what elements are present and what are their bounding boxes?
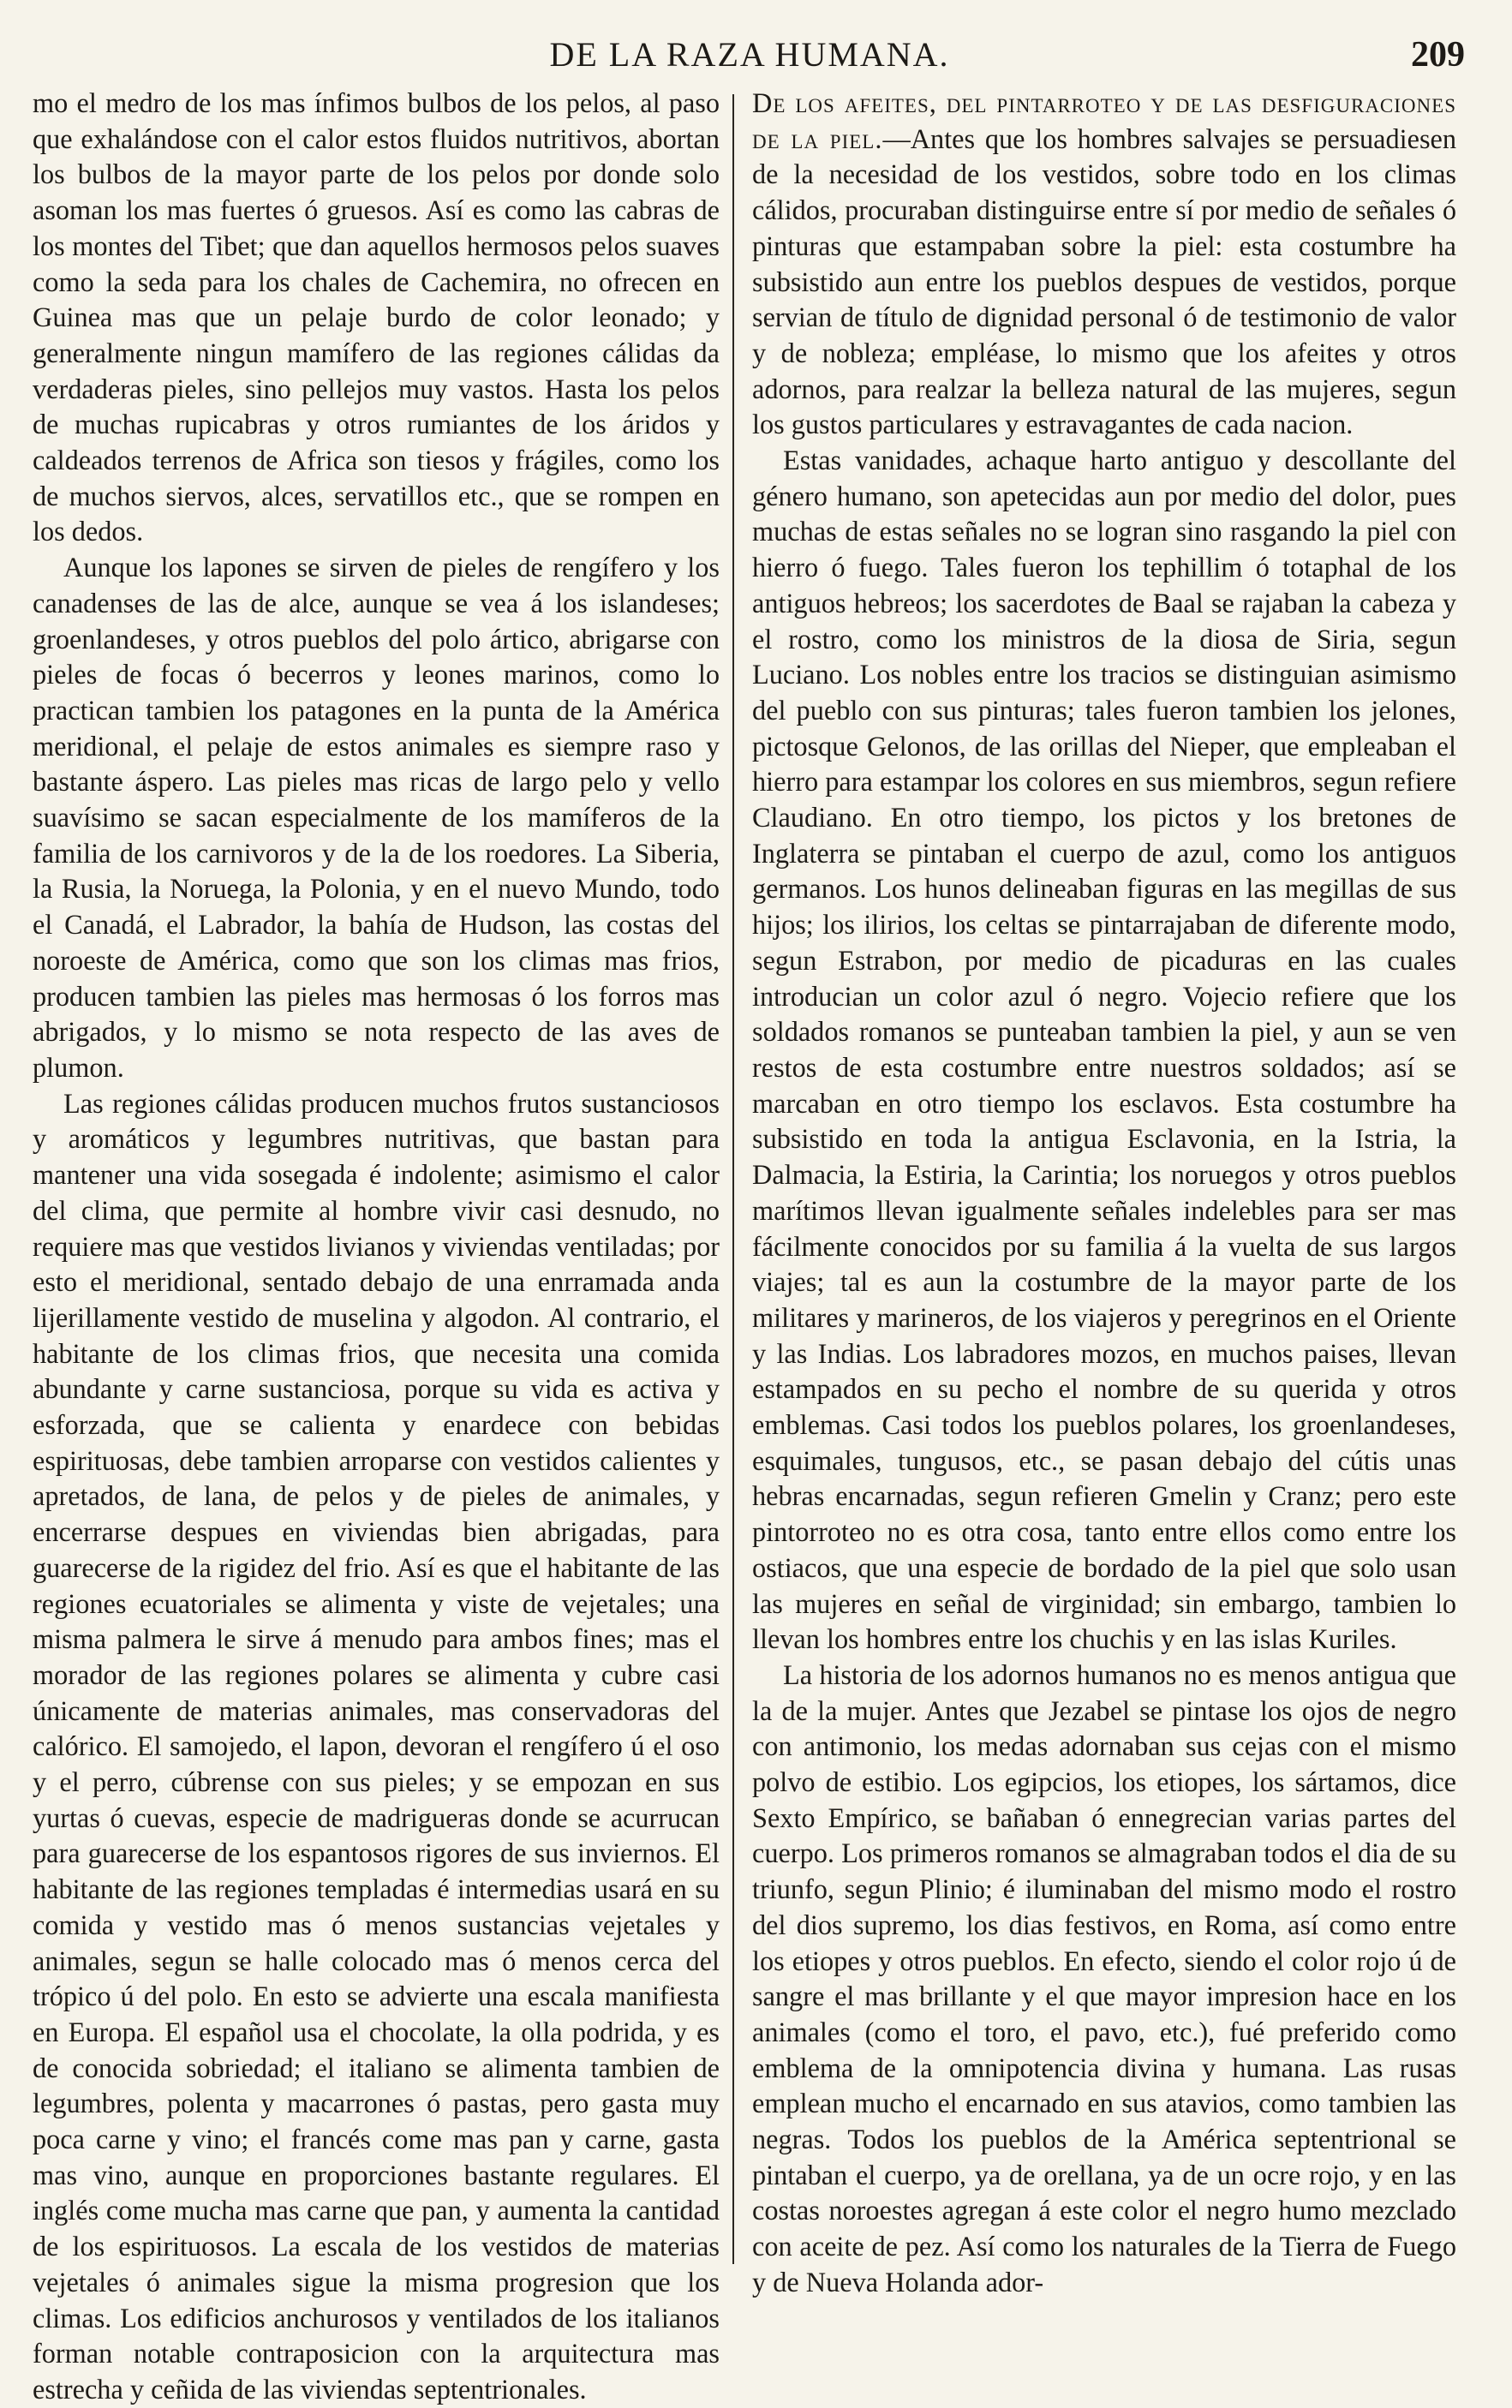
paragraph: Las regiones cálidas producen muchos frutos sustanciosos y aromáticos y legumbres nutritivas, que bastan para mantener una vida sosegada é indolente; asimismo el calor del clima, que permite al hombre vivir casi desnudo, no requiere mas que vestidos livianos y viviendas ventiladas; por esto el meridional, sentado debajo de una enrramada anda lijerillamente vestido de muselina y algodon. Al contrario, el habitante de los climas frios, que necesita una comida abundante y carne sustanciosa, porque su vida es activa y esforzada, que se calienta y enardece con bebidas espirituosas, debe tambien arroparse con vestidos calientes y apretados, de lana, de pelos y de pieles de animales, y encerrarse despues en viviendas bien abrigadas, para guarecerse de la rigidez del frio. Así es que el habitante de las regiones ecuatoriales se alimenta y viste de vejetales; una misma palmera le sirve á menudo para ambos fines; mas el morador de las regiones polares se alimenta y cubre casi únicamente de materias animales, mas conservadoras del calórico. El samojedo, el lapon, devoran el rengífero ú el oso y el perro, cúbrense con sus pieles; y se empozan en sus yurtas ó cuevas, especie de madrigueras donde se acurrucan para guarecerse de los espantosos rigores de sus inviernos. El habitante de las regiones templadas é intermedias usará en su comida y vestido mas ó menos sustancias vejetales y animales, segun se halle colocado mas ó menos cerca del trópico ú del polo. En esto se advierte una escala manifiesta en Europa. El español usa el chocolate, la olla podrida, y es de conocida sobriedad; el italiano se alimenta tambien de legumbres, polenta y macarrones ó pastas, pero gasta muy poca carne y vino; el francés come mas pan y carne, gasta mas vino, aunque en proporciones bastante regulares. El inglés come mucha mas carne que pan, y aumenta la cantidad de los espirituosos. La escala de los vestidos de materias vejetales ó animales sigue la misma progresion que los climas. Los edificios anchurosos y ventilados de los italianos forman notable contraposicion con la arquitectura mas estrecha y ceñida de las viviendas septentrionales. — [33, 1087, 720, 2405]
section-paragraph — [752, 86, 1456, 443]
running-title: DE LA RAZA HUMANA. — [549, 35, 950, 74]
section-heading: De los afeites, del pintarroteo y de las desfiguraciones de la piel. — [752, 87, 1456, 154]
page-number: 209 — [1411, 35, 1465, 75]
column-divider — [732, 94, 734, 2264]
paragraph: Aunque los lapones se sirven de pieles de rengífero y los canadenses de las de alce, aunque se vea á los islandeses; groenlandeses, y otros pueblos del polo ártico, abrigarse con pieles de focas ó becerros y leones marinos, como lo practican tambien los patagones en la punta de la América meridional, el pelaje de estos animales es siempre raso y bastante áspero. Las pieles mas ricas de largo pelo y vello suavísimo se sacan especialmente de los mamíferos de la familia de los carnivoros y de la de los roedores. La Siberia, la Rusia, la Noruega, la Polonia, y en el nuevo Mundo, todo el Canadá, el Labrador, la bahía de Hudson, las costas del noroeste de América, como que son los climas mas frios, producen tambien las pieles mas hermosas ó los forros mas abrigados, y lo mismo se nota respecto de las aves de plumon. — [33, 552, 720, 1083]
left-column — [33, 86, 720, 2405]
paragraph-text: —Antes que los hombres salvajes se persuadiesen de la necesidad de los vestidos, sobre todo en los climas cálidos, procuraban distinguirse entre sí por medio de señales ó pinturas que estampaban sobre la piel: esta costumbre ha subsistido aun entre los pueblos despues de vestidos, porque servian de título de dignidad personal ó de testimonio de valor y de nobleza; empléase, lo mismo que los afeites y otros adornos, para realzar la belleza natural de las mujeres, segun los gustos particulares y estravagantes de cada nacion. — [752, 122, 1457, 440]
running-header — [34, 34, 1465, 86]
right-column — [752, 86, 1457, 2297]
paragraph: mo el medro de los mas ínfimos bulbos de los pelos, al paso que exhalándose con el calor estos fluidos nutritivos, abortan los bulbos de la mayor parte de los pelos por donde solo asoman los mas fuertes ó gruesos. Así es como las cabras de los montes del Tibet; que dan aquellos hermosos pelos suaves como la seda para los chales de Cachemira, no ofrecen en Guinea mas que un pelaje burdo de color leonado; y generalmente ningun mamífero de las regiones cálidas da verdaderas pieles, sino pellejos muy vastos. Hasta los pelos de muchas rupicabras y otros rumiantes de los áridos y caldeados terrenos de Africa son tiesos y frágiles, como los de muchos siervos, alces, servatillos etc., que se rompen en los dedos. — [33, 87, 720, 547]
paragraph: Estas vanidades, achaque harto antiguo y descollante del género humano, son apetecidas aun por medio del dolor, pues muchas de estas señales no se logran sino rasgando la piel con hierro ó fuego. Tales fueron los tephillim ó totaphal de los antiguos hebreos; los sacerdotes de Baal se rajaban la cabeza y el rostro, como los ministros de la diosa de Siria, segun Luciano. Los nobles entre los tracios se distinguian asimismo del pueblo con sus pinturas; tales fueron tambien los jelones, pictosque Gelonos, de las orillas del Nieper, que empleaban el hierro para estampar los colores en sus miembros, segun refiere Claudiano. En otro tiempo, los pictos y los bretones de Inglaterra se pintaban el cuerpo de azul, como los antiguos germanos. Los hunos delineaban figuras en las megillas de sus hijos; los ilirios, los celtas se pintarrajaban de diferente modo, segun Estrabon, por medio de picaduras en las cuales introducian un color azul ó negro. Vojecio refiere que los soldados romanos se punteaban tambien la piel, y aun se ven restos de esta costumbre entre nuestros soldados; así se marcaban en otro tiempo los esclavos. Esta costumbre ha subsistido en toda la antigua Esclavonia, en la Istria, la Dalmacia, la Estiria, la Carintia; los noruegos y otros pueblos marítimos llevan igualmente señales indelebles para ser mas fácilmente conocidos por su familia á la vuelta de sus largos viajes; tal es aun la costumbre de la mayor parte de los militares y marineros, de los viajeros y peregrinos en el Oriente y las Indias. Los labradores mozos, en muchos paises, llevan estampados en su pecho el nombre de su querida y otros emblemas. Casi todos los pueblos polares, los groenlandeses, esquimales, tungusos, etc., se pasan debajo del cútis unas hebras encarnadas, segun refieren Gmelin y Cranz; pero este pintorroteo no es otra cosa, tanto entre ellos como entre los ostiacos, que una especie de bordado de la piel que solo usan las mujeres en señal de virginidad; sin embargo, tambien lo llevan los hombres entre los chuchis y en las islas Kuriles. — [752, 445, 1456, 1655]
paragraph: La historia de los adornos humanos no es menos antigua que la de la mujer. Antes que Jezabel se pintase los ojos de negro con antimonio, los medas adornaban sus cejas con el mismo polvo de estibio. Los egipcios, los etiopes, los sártamos, dice Sexto Empírico, se bañaban ó ennegrecian varias partes del cuerpo. Los primeros romanos se almagraban todos el dia de su triunfo, segun Plinio; é iluminaban del mismo modo el rostro del dios supremo, los dias festivos, en Roma, así como entre los etiopes y otros pueblos. En efecto, siendo el color rojo ú de sangre el mas brillante y el que mayor impresion hace en los animales (como el toro, el pavo, etc.), fué preferido como emblema de la omnipotencia divina y humana. Las rusas emplean mucho el encarnado en sus atavios, como tambien las negras. Todos los pueblos de la América septentrional se pintaban el cuerpo, ya de orellana, ya de un ocre rojo, y en las costas noroestes agregan á este color el negro humo mezclado con aceite de pez. Así como los naturales de la Tierra de Fuego y de Nueva Holanda ador- — [752, 1658, 1456, 2297]
